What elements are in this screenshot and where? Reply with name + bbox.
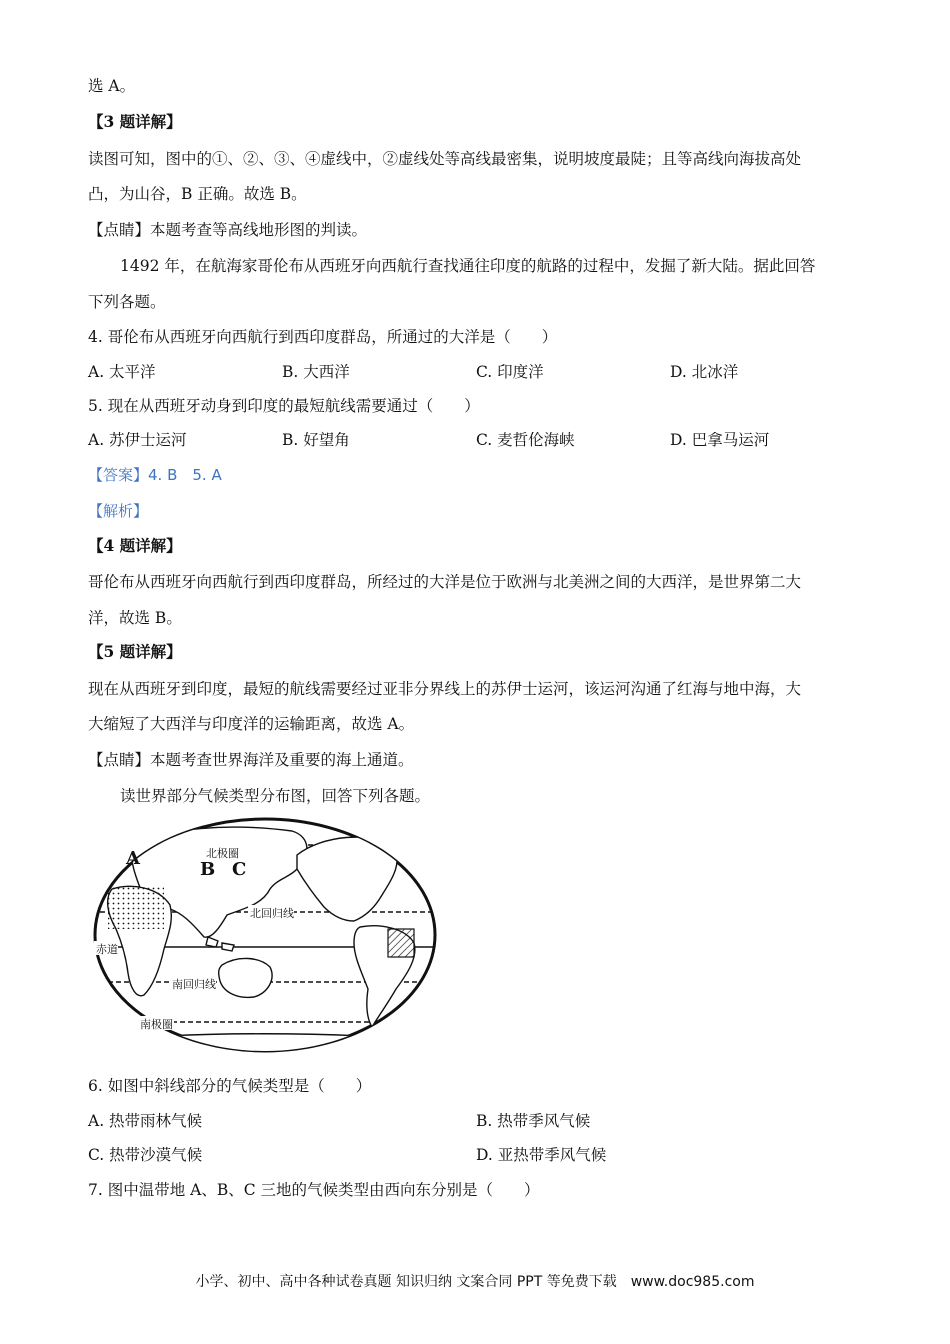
q6-option-d: D. 亚热带季风气候 [476,1146,607,1164]
question-6: 6. 如图中斜线部分的气候类型是（ ） [88,1077,372,1095]
tropic-n-label: 北回归线 [250,907,294,920]
text-line: 大缩短了大西洋与印度洋的运输距离，故选 A。 [88,715,415,733]
question-7: 7. 图中温带地 A、B、C 三地的气候类型由西向东分别是（ ） [88,1181,540,1199]
q6-option-a: A. 热带雨林气候 [88,1112,203,1130]
tip-line: 【点睛】本题考查世界海洋及重要的海上通道。 [88,751,414,769]
map-label-b: B [200,859,216,880]
text-line: 选 A。 [88,77,136,95]
q4-option-c: C. 印度洋 [476,363,544,381]
section-heading: 【5 题详解】 [88,642,182,661]
q5-option-a: A. 苏伊士运河 [88,431,187,449]
tip-line: 【点睛】本题考查等高线地形图的判读。 [88,221,368,239]
map-label-a: A [126,848,140,869]
island-shape [206,937,218,947]
q6-option-b: B. 热带季风气候 [476,1112,591,1130]
intro-line: 1492 年，在航海家哥伦布从西班牙向西航行查找通往印度的航路的过程中，发掘了新大陆。据此回答 [120,257,816,275]
answer-line: 【答案】4. B 5. A [88,466,222,484]
map-label-c: C [232,859,247,880]
question-4: 4. 哥伦布从西班牙向西航行到西印度群岛，所通过的大洋是（ ） [88,328,558,346]
q4-option-b: B. 大西洋 [282,363,350,381]
world-climate-map [92,817,438,1053]
desert-dots [108,885,164,929]
text-line: 现在从西班牙到印度，最短的航线需要经过亚非分界线上的苏伊士运河，该运河沟通了红海与地中海，大 [88,680,802,698]
section-heading: 【3 题详解】 [88,112,182,131]
section-heading: 【4 题详解】 [88,536,182,555]
arctic-label: 北极圈 [206,847,239,860]
tropic-s-label: 南回归线 [172,978,216,991]
text-line: 洋，故选 B。 [88,609,182,627]
q4-option-d: D. 北冰洋 [670,363,739,381]
q5-option-b: B. 好望角 [282,431,350,449]
island-shape [222,943,234,951]
q6-option-c: C. 热带沙漠气候 [88,1146,203,1164]
australia-shape [219,958,272,997]
hatched-area [388,929,414,957]
antarctica-shape [92,1034,438,1053]
analysis-heading: 【解析】 [88,502,149,520]
intro-line: 下列各题。 [88,293,166,311]
q4-option-a: A. 太平洋 [88,363,156,381]
text-line: 哥伦布从西班牙向西航行到西印度群岛，所经过的大洋是位于欧洲与北美洲之间的大西洋，是世界第二大 [88,573,802,591]
q5-option-d: D. 巴拿马运河 [670,431,770,449]
intro-line: 读世界部分气候类型分布图，回答下列各题。 [120,787,431,805]
q5-option-c: C. 麦哲伦海峡 [476,431,575,449]
text-line: 凸，为山谷，B 正确。故选 B。 [88,185,307,203]
text-line: 读图可知，图中的①、②、③、④虚线中，②虚线处等高线最密集，说明坡度最陡；且等高线向海拔高处 [88,150,802,168]
equator-label: 赤道 [96,943,118,956]
page-footer: 小学、初中、高中各种试卷真题 知识归纳 文案合同 PPT 等免费下载 www.doc985.com [195,1274,755,1290]
question-5: 5. 现在从西班牙动身到印度的最短航线需要通过（ ） [88,397,480,415]
antarctic-label: 南极圈 [140,1018,173,1031]
